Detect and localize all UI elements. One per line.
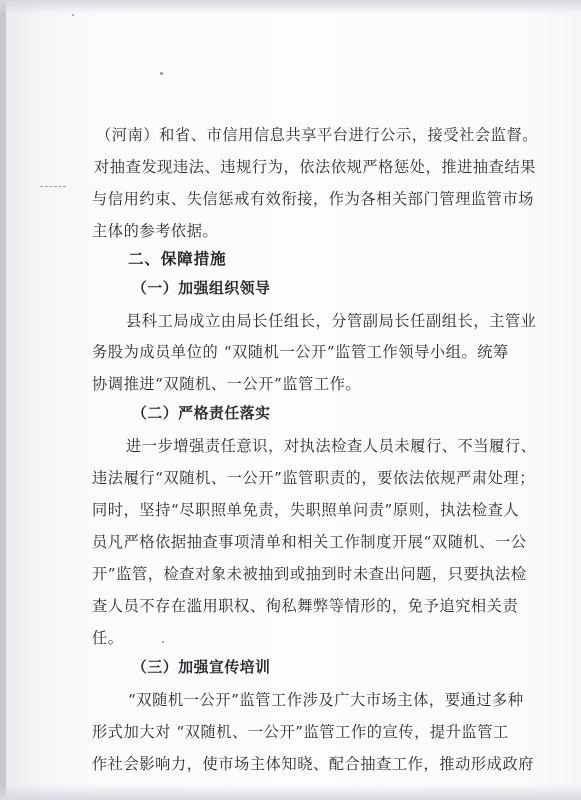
text-line: 县科工局成立由局长任组长，分管副局长任副组长，主管业 [126, 312, 537, 330]
text-line: 主体的参考依据。 [92, 222, 219, 240]
text-line: 作社会影响力，使市场主体知晓、配合抽查工作，推动形成政府 [92, 755, 535, 773]
page-top-edge-shadow [0, 0, 581, 14]
text-line: 形式加大对 “双随机、一公开”监管工作的宣传，提升监管工 [92, 723, 509, 741]
section-title: 二、保障措施 [128, 250, 227, 268]
text-line: 对抽查发现违法、违规行为，依法依规严格惩处，推进抽查结果 [94, 158, 537, 176]
text-line: 协调推进“双随机、一公开”监管工作。 [92, 375, 362, 393]
scan-speck [72, 14, 74, 16]
text-line: 同时，坚持“尽职照单免责，失职照单问责”原则，执法检查人 [92, 501, 520, 519]
text-line: 与信用约束、失信惩戒有效衔接，作为各相关部门管理监管市场 [92, 190, 535, 208]
text-line: 员凡严格依据抽查事项清单和相关工作制度开展“双随机、一公 [92, 533, 527, 551]
text-line: 违法履行“双随机、一公开”监管职责的，要依法依规严肃处理； [92, 469, 535, 487]
subsection-title: （三）加强宣传培训 [132, 659, 271, 676]
text-line: 开”监管，检查对象未被抽到或抽到时未查出问题，只要执法检 [92, 565, 527, 583]
text-line: 查人员不存在滥用职权、徇私舞弊等情形的，免予追究相关责 [92, 597, 519, 615]
margin-mark [40, 186, 66, 189]
subsection-title: （一）加强组织领导 [132, 280, 271, 297]
text-line: “双随机一公开”监管工作涉及广大市场主体，要通过多种 [128, 691, 524, 709]
scan-speck [160, 72, 163, 75]
text-line: 任。 [92, 629, 124, 647]
text-line: 务股为成员单位的 “双随机一公开”监管工作领导小组。统筹 [92, 343, 509, 361]
page-left-edge-shadow [0, 0, 6, 800]
text-line: （河南）和省、市信用信息共享平台进行公示，接受社会监督。 [96, 126, 539, 144]
scan-speck [162, 641, 164, 643]
text-line: 进一步增强责任意识，对执法检查人员未履行、不当履行、 [126, 437, 537, 455]
page-bottom-edge-shadow [0, 784, 581, 800]
subsection-title: （二）严格责任落实 [132, 405, 271, 422]
